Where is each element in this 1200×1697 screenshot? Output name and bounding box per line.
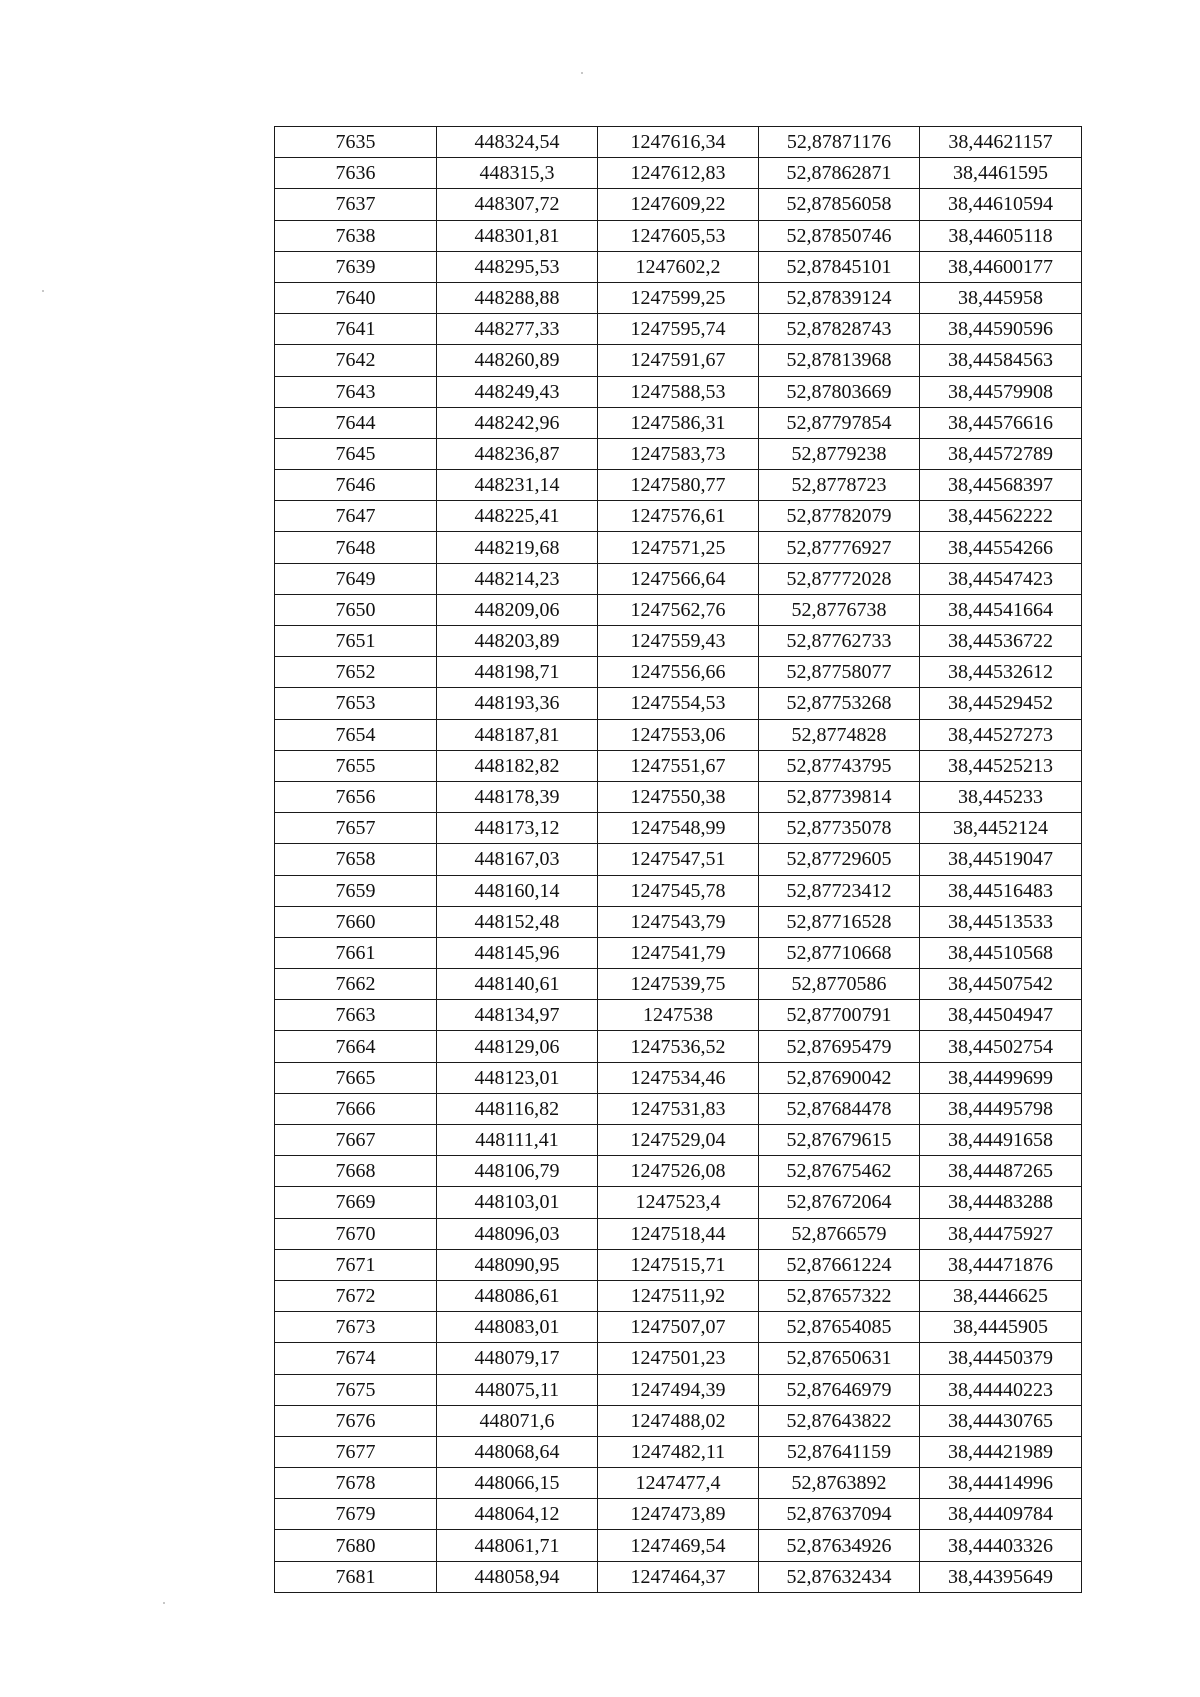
table-row <box>275 1499 1082 1530</box>
table-row <box>275 594 1082 625</box>
latitude-cell: 52,87729605 <box>759 844 920 875</box>
latitude-cell: 52,87641159 <box>759 1436 920 1467</box>
table-row <box>275 688 1082 719</box>
point-number-cell: 7655 <box>275 750 437 781</box>
y-coordinate-cell: 1247547,51 <box>598 844 759 875</box>
longitude-cell: 38,44554266 <box>920 532 1082 563</box>
x-coordinate-cell: 448288,88 <box>437 282 598 313</box>
latitude-cell: 52,8766579 <box>759 1218 920 1249</box>
scan-speck <box>581 72 583 74</box>
table-row <box>275 969 1082 1000</box>
table-row <box>275 875 1082 906</box>
longitude-cell: 38,44450379 <box>920 1343 1082 1374</box>
table-row <box>275 937 1082 968</box>
x-coordinate-cell: 448103,01 <box>437 1187 598 1218</box>
latitude-cell: 52,87845101 <box>759 251 920 282</box>
latitude-cell: 52,87862871 <box>759 158 920 189</box>
y-coordinate-cell: 1247588,53 <box>598 376 759 407</box>
point-number-cell: 7649 <box>275 563 437 594</box>
latitude-cell: 52,87797854 <box>759 407 920 438</box>
table-row <box>275 282 1082 313</box>
latitude-cell: 52,87723412 <box>759 875 920 906</box>
scan-speck <box>42 290 44 292</box>
x-coordinate-cell: 448129,06 <box>437 1031 598 1062</box>
y-coordinate-cell: 1247602,2 <box>598 251 759 282</box>
latitude-cell: 52,87758077 <box>759 657 920 688</box>
latitude-cell: 52,87716528 <box>759 906 920 937</box>
x-coordinate-cell: 448225,41 <box>437 501 598 532</box>
table-row <box>275 719 1082 750</box>
table-row <box>275 750 1082 781</box>
longitude-cell: 38,445958 <box>920 282 1082 313</box>
longitude-cell: 38,44605118 <box>920 220 1082 251</box>
x-coordinate-cell: 448173,12 <box>437 813 598 844</box>
point-number-cell: 7656 <box>275 781 437 812</box>
longitude-cell: 38,44499699 <box>920 1062 1082 1093</box>
y-coordinate-cell: 1247548,99 <box>598 813 759 844</box>
x-coordinate-cell: 448182,82 <box>437 750 598 781</box>
point-number-cell: 7681 <box>275 1561 437 1592</box>
table-row <box>275 220 1082 251</box>
latitude-cell: 52,8779238 <box>759 438 920 469</box>
latitude-cell: 52,87743795 <box>759 750 920 781</box>
point-number-cell: 7640 <box>275 282 437 313</box>
latitude-cell: 52,87684478 <box>759 1093 920 1124</box>
point-number-cell: 7642 <box>275 345 437 376</box>
latitude-cell: 52,8763892 <box>759 1468 920 1499</box>
point-number-cell: 7639 <box>275 251 437 282</box>
x-coordinate-cell: 448203,89 <box>437 626 598 657</box>
longitude-cell: 38,44513533 <box>920 906 1082 937</box>
point-number-cell: 7663 <box>275 1000 437 1031</box>
point-number-cell: 7668 <box>275 1156 437 1187</box>
y-coordinate-cell: 1247595,74 <box>598 314 759 345</box>
coordinates-table <box>274 126 1082 1593</box>
longitude-cell: 38,4452124 <box>920 813 1082 844</box>
x-coordinate-cell: 448219,68 <box>437 532 598 563</box>
point-number-cell: 7675 <box>275 1374 437 1405</box>
point-number-cell: 7652 <box>275 657 437 688</box>
point-number-cell: 7647 <box>275 501 437 532</box>
x-coordinate-cell: 448083,01 <box>437 1312 598 1343</box>
y-coordinate-cell: 1247583,73 <box>598 438 759 469</box>
y-coordinate-cell: 1247477,4 <box>598 1468 759 1499</box>
longitude-cell: 38,44403326 <box>920 1530 1082 1561</box>
y-coordinate-cell: 1247550,38 <box>598 781 759 812</box>
longitude-cell: 38,4445905 <box>920 1312 1082 1343</box>
table-row <box>275 1561 1082 1592</box>
table-row <box>275 1249 1082 1280</box>
x-coordinate-cell: 448324,54 <box>437 127 598 158</box>
table-row <box>275 438 1082 469</box>
y-coordinate-cell: 1247591,67 <box>598 345 759 376</box>
y-coordinate-cell: 1247551,67 <box>598 750 759 781</box>
table-row <box>275 127 1082 158</box>
point-number-cell: 7670 <box>275 1218 437 1249</box>
table-row <box>275 251 1082 282</box>
point-number-cell: 7676 <box>275 1405 437 1436</box>
y-coordinate-cell: 1247586,31 <box>598 407 759 438</box>
y-coordinate-cell: 1247605,53 <box>598 220 759 251</box>
point-number-cell: 7636 <box>275 158 437 189</box>
table-row <box>275 1125 1082 1156</box>
table-row <box>275 1093 1082 1124</box>
point-number-cell: 7665 <box>275 1062 437 1093</box>
x-coordinate-cell: 448260,89 <box>437 345 598 376</box>
latitude-cell: 52,87828743 <box>759 314 920 345</box>
longitude-cell: 38,44600177 <box>920 251 1082 282</box>
point-number-cell: 7645 <box>275 438 437 469</box>
latitude-cell: 52,87634926 <box>759 1530 920 1561</box>
point-number-cell: 7674 <box>275 1343 437 1374</box>
point-number-cell: 7653 <box>275 688 437 719</box>
longitude-cell: 38,44491658 <box>920 1125 1082 1156</box>
point-number-cell: 7650 <box>275 594 437 625</box>
y-coordinate-cell: 1247511,92 <box>598 1280 759 1311</box>
longitude-cell: 38,44430765 <box>920 1405 1082 1436</box>
longitude-cell: 38,44409784 <box>920 1499 1082 1530</box>
longitude-cell: 38,44414996 <box>920 1468 1082 1499</box>
y-coordinate-cell: 1247612,83 <box>598 158 759 189</box>
coordinates-table-body <box>275 127 1082 1593</box>
table-row <box>275 189 1082 220</box>
x-coordinate-cell: 448193,36 <box>437 688 598 719</box>
x-coordinate-cell: 448145,96 <box>437 937 598 968</box>
point-number-cell: 7644 <box>275 407 437 438</box>
x-coordinate-cell: 448307,72 <box>437 189 598 220</box>
longitude-cell: 38,44504947 <box>920 1000 1082 1031</box>
latitude-cell: 52,87839124 <box>759 282 920 313</box>
point-number-cell: 7658 <box>275 844 437 875</box>
latitude-cell: 52,8770586 <box>759 969 920 1000</box>
longitude-cell: 38,44536722 <box>920 626 1082 657</box>
longitude-cell: 38,44541664 <box>920 594 1082 625</box>
longitude-cell: 38,44471876 <box>920 1249 1082 1280</box>
x-coordinate-cell: 448061,71 <box>437 1530 598 1561</box>
latitude-cell: 52,8778723 <box>759 470 920 501</box>
y-coordinate-cell: 1247543,79 <box>598 906 759 937</box>
x-coordinate-cell: 448075,11 <box>437 1374 598 1405</box>
longitude-cell: 38,44532612 <box>920 657 1082 688</box>
x-coordinate-cell: 448068,64 <box>437 1436 598 1467</box>
longitude-cell: 38,445233 <box>920 781 1082 812</box>
x-coordinate-cell: 448111,41 <box>437 1125 598 1156</box>
longitude-cell: 38,44572789 <box>920 438 1082 469</box>
latitude-cell: 52,87637094 <box>759 1499 920 1530</box>
latitude-cell: 52,87710668 <box>759 937 920 968</box>
x-coordinate-cell: 448079,17 <box>437 1343 598 1374</box>
latitude-cell: 52,87690042 <box>759 1062 920 1093</box>
latitude-cell: 52,87762733 <box>759 626 920 657</box>
point-number-cell: 7664 <box>275 1031 437 1062</box>
x-coordinate-cell: 448134,97 <box>437 1000 598 1031</box>
longitude-cell: 38,44483288 <box>920 1187 1082 1218</box>
latitude-cell: 52,87753268 <box>759 688 920 719</box>
table-row <box>275 532 1082 563</box>
latitude-cell: 52,87850746 <box>759 220 920 251</box>
y-coordinate-cell: 1247562,76 <box>598 594 759 625</box>
table-row <box>275 407 1082 438</box>
latitude-cell: 52,87643822 <box>759 1405 920 1436</box>
longitude-cell: 38,44495798 <box>920 1093 1082 1124</box>
x-coordinate-cell: 448116,82 <box>437 1093 598 1124</box>
longitude-cell: 38,44527273 <box>920 719 1082 750</box>
longitude-cell: 38,44610594 <box>920 189 1082 220</box>
x-coordinate-cell: 448140,61 <box>437 969 598 1000</box>
x-coordinate-cell: 448214,23 <box>437 563 598 594</box>
y-coordinate-cell: 1247536,52 <box>598 1031 759 1062</box>
latitude-cell: 52,87679615 <box>759 1125 920 1156</box>
longitude-cell: 38,44590596 <box>920 314 1082 345</box>
table-row <box>275 1468 1082 1499</box>
latitude-cell: 52,87650631 <box>759 1343 920 1374</box>
y-coordinate-cell: 1247529,04 <box>598 1125 759 1156</box>
y-coordinate-cell: 1247616,34 <box>598 127 759 158</box>
point-number-cell: 7666 <box>275 1093 437 1124</box>
point-number-cell: 7677 <box>275 1436 437 1467</box>
longitude-cell: 38,44507542 <box>920 969 1082 1000</box>
table-row <box>275 1218 1082 1249</box>
table-row <box>275 563 1082 594</box>
latitude-cell: 52,87782079 <box>759 501 920 532</box>
x-coordinate-cell: 448209,06 <box>437 594 598 625</box>
y-coordinate-cell: 1247539,75 <box>598 969 759 1000</box>
latitude-cell: 52,87735078 <box>759 813 920 844</box>
longitude-cell: 38,44395649 <box>920 1561 1082 1592</box>
table-row <box>275 1436 1082 1467</box>
x-coordinate-cell: 448160,14 <box>437 875 598 906</box>
point-number-cell: 7680 <box>275 1530 437 1561</box>
latitude-cell: 52,87672064 <box>759 1187 920 1218</box>
point-number-cell: 7678 <box>275 1468 437 1499</box>
y-coordinate-cell: 1247554,53 <box>598 688 759 719</box>
point-number-cell: 7679 <box>275 1499 437 1530</box>
x-coordinate-cell: 448058,94 <box>437 1561 598 1592</box>
table-row <box>275 906 1082 937</box>
table-row <box>275 781 1082 812</box>
y-coordinate-cell: 1247556,66 <box>598 657 759 688</box>
y-coordinate-cell: 1247566,64 <box>598 563 759 594</box>
longitude-cell: 38,4461595 <box>920 158 1082 189</box>
longitude-cell: 38,44579908 <box>920 376 1082 407</box>
y-coordinate-cell: 1247559,43 <box>598 626 759 657</box>
latitude-cell: 52,87700791 <box>759 1000 920 1031</box>
latitude-cell: 52,87675462 <box>759 1156 920 1187</box>
table-row <box>275 657 1082 688</box>
x-coordinate-cell: 448167,03 <box>437 844 598 875</box>
x-coordinate-cell: 448064,12 <box>437 1499 598 1530</box>
x-coordinate-cell: 448249,43 <box>437 376 598 407</box>
point-number-cell: 7637 <box>275 189 437 220</box>
y-coordinate-cell: 1247531,83 <box>598 1093 759 1124</box>
latitude-cell: 52,87654085 <box>759 1312 920 1343</box>
point-number-cell: 7646 <box>275 470 437 501</box>
table-row <box>275 1280 1082 1311</box>
x-coordinate-cell: 448301,81 <box>437 220 598 251</box>
y-coordinate-cell: 1247507,07 <box>598 1312 759 1343</box>
longitude-cell: 38,44525213 <box>920 750 1082 781</box>
point-number-cell: 7671 <box>275 1249 437 1280</box>
table-row <box>275 158 1082 189</box>
x-coordinate-cell: 448152,48 <box>437 906 598 937</box>
y-coordinate-cell: 1247494,39 <box>598 1374 759 1405</box>
x-coordinate-cell: 448231,14 <box>437 470 598 501</box>
table-row <box>275 1031 1082 1062</box>
longitude-cell: 38,44421989 <box>920 1436 1082 1467</box>
longitude-cell: 38,44475927 <box>920 1218 1082 1249</box>
table-row <box>275 1530 1082 1561</box>
point-number-cell: 7662 <box>275 969 437 1000</box>
point-number-cell: 7669 <box>275 1187 437 1218</box>
longitude-cell: 38,44519047 <box>920 844 1082 875</box>
point-number-cell: 7648 <box>275 532 437 563</box>
y-coordinate-cell: 1247538 <box>598 1000 759 1031</box>
y-coordinate-cell: 1247609,22 <box>598 189 759 220</box>
table-row <box>275 1000 1082 1031</box>
y-coordinate-cell: 1247545,78 <box>598 875 759 906</box>
latitude-cell: 52,87646979 <box>759 1374 920 1405</box>
y-coordinate-cell: 1247553,06 <box>598 719 759 750</box>
y-coordinate-cell: 1247518,44 <box>598 1218 759 1249</box>
table-row <box>275 626 1082 657</box>
x-coordinate-cell: 448295,53 <box>437 251 598 282</box>
longitude-cell: 38,44487265 <box>920 1156 1082 1187</box>
y-coordinate-cell: 1247526,08 <box>598 1156 759 1187</box>
latitude-cell: 52,87772028 <box>759 563 920 594</box>
scan-speck <box>163 1602 165 1604</box>
table-row <box>275 501 1082 532</box>
latitude-cell: 52,87661224 <box>759 1249 920 1280</box>
point-number-cell: 7641 <box>275 314 437 345</box>
latitude-cell: 52,8776738 <box>759 594 920 625</box>
longitude-cell: 38,44529452 <box>920 688 1082 719</box>
y-coordinate-cell: 1247473,89 <box>598 1499 759 1530</box>
x-coordinate-cell: 448178,39 <box>437 781 598 812</box>
table-row <box>275 1343 1082 1374</box>
y-coordinate-cell: 1247576,61 <box>598 501 759 532</box>
y-coordinate-cell: 1247501,23 <box>598 1343 759 1374</box>
latitude-cell: 52,87632434 <box>759 1561 920 1592</box>
longitude-cell: 38,44516483 <box>920 875 1082 906</box>
y-coordinate-cell: 1247488,02 <box>598 1405 759 1436</box>
y-coordinate-cell: 1247534,46 <box>598 1062 759 1093</box>
point-number-cell: 7659 <box>275 875 437 906</box>
x-coordinate-cell: 448123,01 <box>437 1062 598 1093</box>
x-coordinate-cell: 448277,33 <box>437 314 598 345</box>
latitude-cell: 52,8774828 <box>759 719 920 750</box>
x-coordinate-cell: 448066,15 <box>437 1468 598 1499</box>
table-row <box>275 1187 1082 1218</box>
table-row <box>275 470 1082 501</box>
latitude-cell: 52,87813968 <box>759 345 920 376</box>
latitude-cell: 52,87803669 <box>759 376 920 407</box>
point-number-cell: 7654 <box>275 719 437 750</box>
point-number-cell: 7661 <box>275 937 437 968</box>
y-coordinate-cell: 1247580,77 <box>598 470 759 501</box>
longitude-cell: 38,44502754 <box>920 1031 1082 1062</box>
latitude-cell: 52,87871176 <box>759 127 920 158</box>
point-number-cell: 7667 <box>275 1125 437 1156</box>
x-coordinate-cell: 448086,61 <box>437 1280 598 1311</box>
longitude-cell: 38,44547423 <box>920 563 1082 594</box>
table-row <box>275 1405 1082 1436</box>
y-coordinate-cell: 1247571,25 <box>598 532 759 563</box>
y-coordinate-cell: 1247515,71 <box>598 1249 759 1280</box>
x-coordinate-cell: 448198,71 <box>437 657 598 688</box>
latitude-cell: 52,87739814 <box>759 781 920 812</box>
point-number-cell: 7672 <box>275 1280 437 1311</box>
y-coordinate-cell: 1247464,37 <box>598 1561 759 1592</box>
point-number-cell: 7660 <box>275 906 437 937</box>
table-row <box>275 1312 1082 1343</box>
x-coordinate-cell: 448187,81 <box>437 719 598 750</box>
longitude-cell: 38,44568397 <box>920 470 1082 501</box>
table-row <box>275 376 1082 407</box>
table-row <box>275 1374 1082 1405</box>
latitude-cell: 52,87776927 <box>759 532 920 563</box>
x-coordinate-cell: 448096,03 <box>437 1218 598 1249</box>
longitude-cell: 38,44576616 <box>920 407 1082 438</box>
longitude-cell: 38,44584563 <box>920 345 1082 376</box>
longitude-cell: 38,44621157 <box>920 127 1082 158</box>
point-number-cell: 7673 <box>275 1312 437 1343</box>
point-number-cell: 7638 <box>275 220 437 251</box>
table-row <box>275 1156 1082 1187</box>
x-coordinate-cell: 448242,96 <box>437 407 598 438</box>
x-coordinate-cell: 448236,87 <box>437 438 598 469</box>
x-coordinate-cell: 448071,6 <box>437 1405 598 1436</box>
x-coordinate-cell: 448315,3 <box>437 158 598 189</box>
table-row <box>275 1062 1082 1093</box>
table-row <box>275 813 1082 844</box>
y-coordinate-cell: 1247482,11 <box>598 1436 759 1467</box>
x-coordinate-cell: 448106,79 <box>437 1156 598 1187</box>
point-number-cell: 7643 <box>275 376 437 407</box>
latitude-cell: 52,87695479 <box>759 1031 920 1062</box>
point-number-cell: 7635 <box>275 127 437 158</box>
y-coordinate-cell: 1247469,54 <box>598 1530 759 1561</box>
x-coordinate-cell: 448090,95 <box>437 1249 598 1280</box>
point-number-cell: 7657 <box>275 813 437 844</box>
table-row <box>275 345 1082 376</box>
longitude-cell: 38,44562222 <box>920 501 1082 532</box>
y-coordinate-cell: 1247523,4 <box>598 1187 759 1218</box>
table-row <box>275 314 1082 345</box>
y-coordinate-cell: 1247599,25 <box>598 282 759 313</box>
longitude-cell: 38,4446625 <box>920 1280 1082 1311</box>
point-number-cell: 7651 <box>275 626 437 657</box>
latitude-cell: 52,87657322 <box>759 1280 920 1311</box>
longitude-cell: 38,44510568 <box>920 937 1082 968</box>
longitude-cell: 38,44440223 <box>920 1374 1082 1405</box>
table-row <box>275 844 1082 875</box>
latitude-cell: 52,87856058 <box>759 189 920 220</box>
y-coordinate-cell: 1247541,79 <box>598 937 759 968</box>
